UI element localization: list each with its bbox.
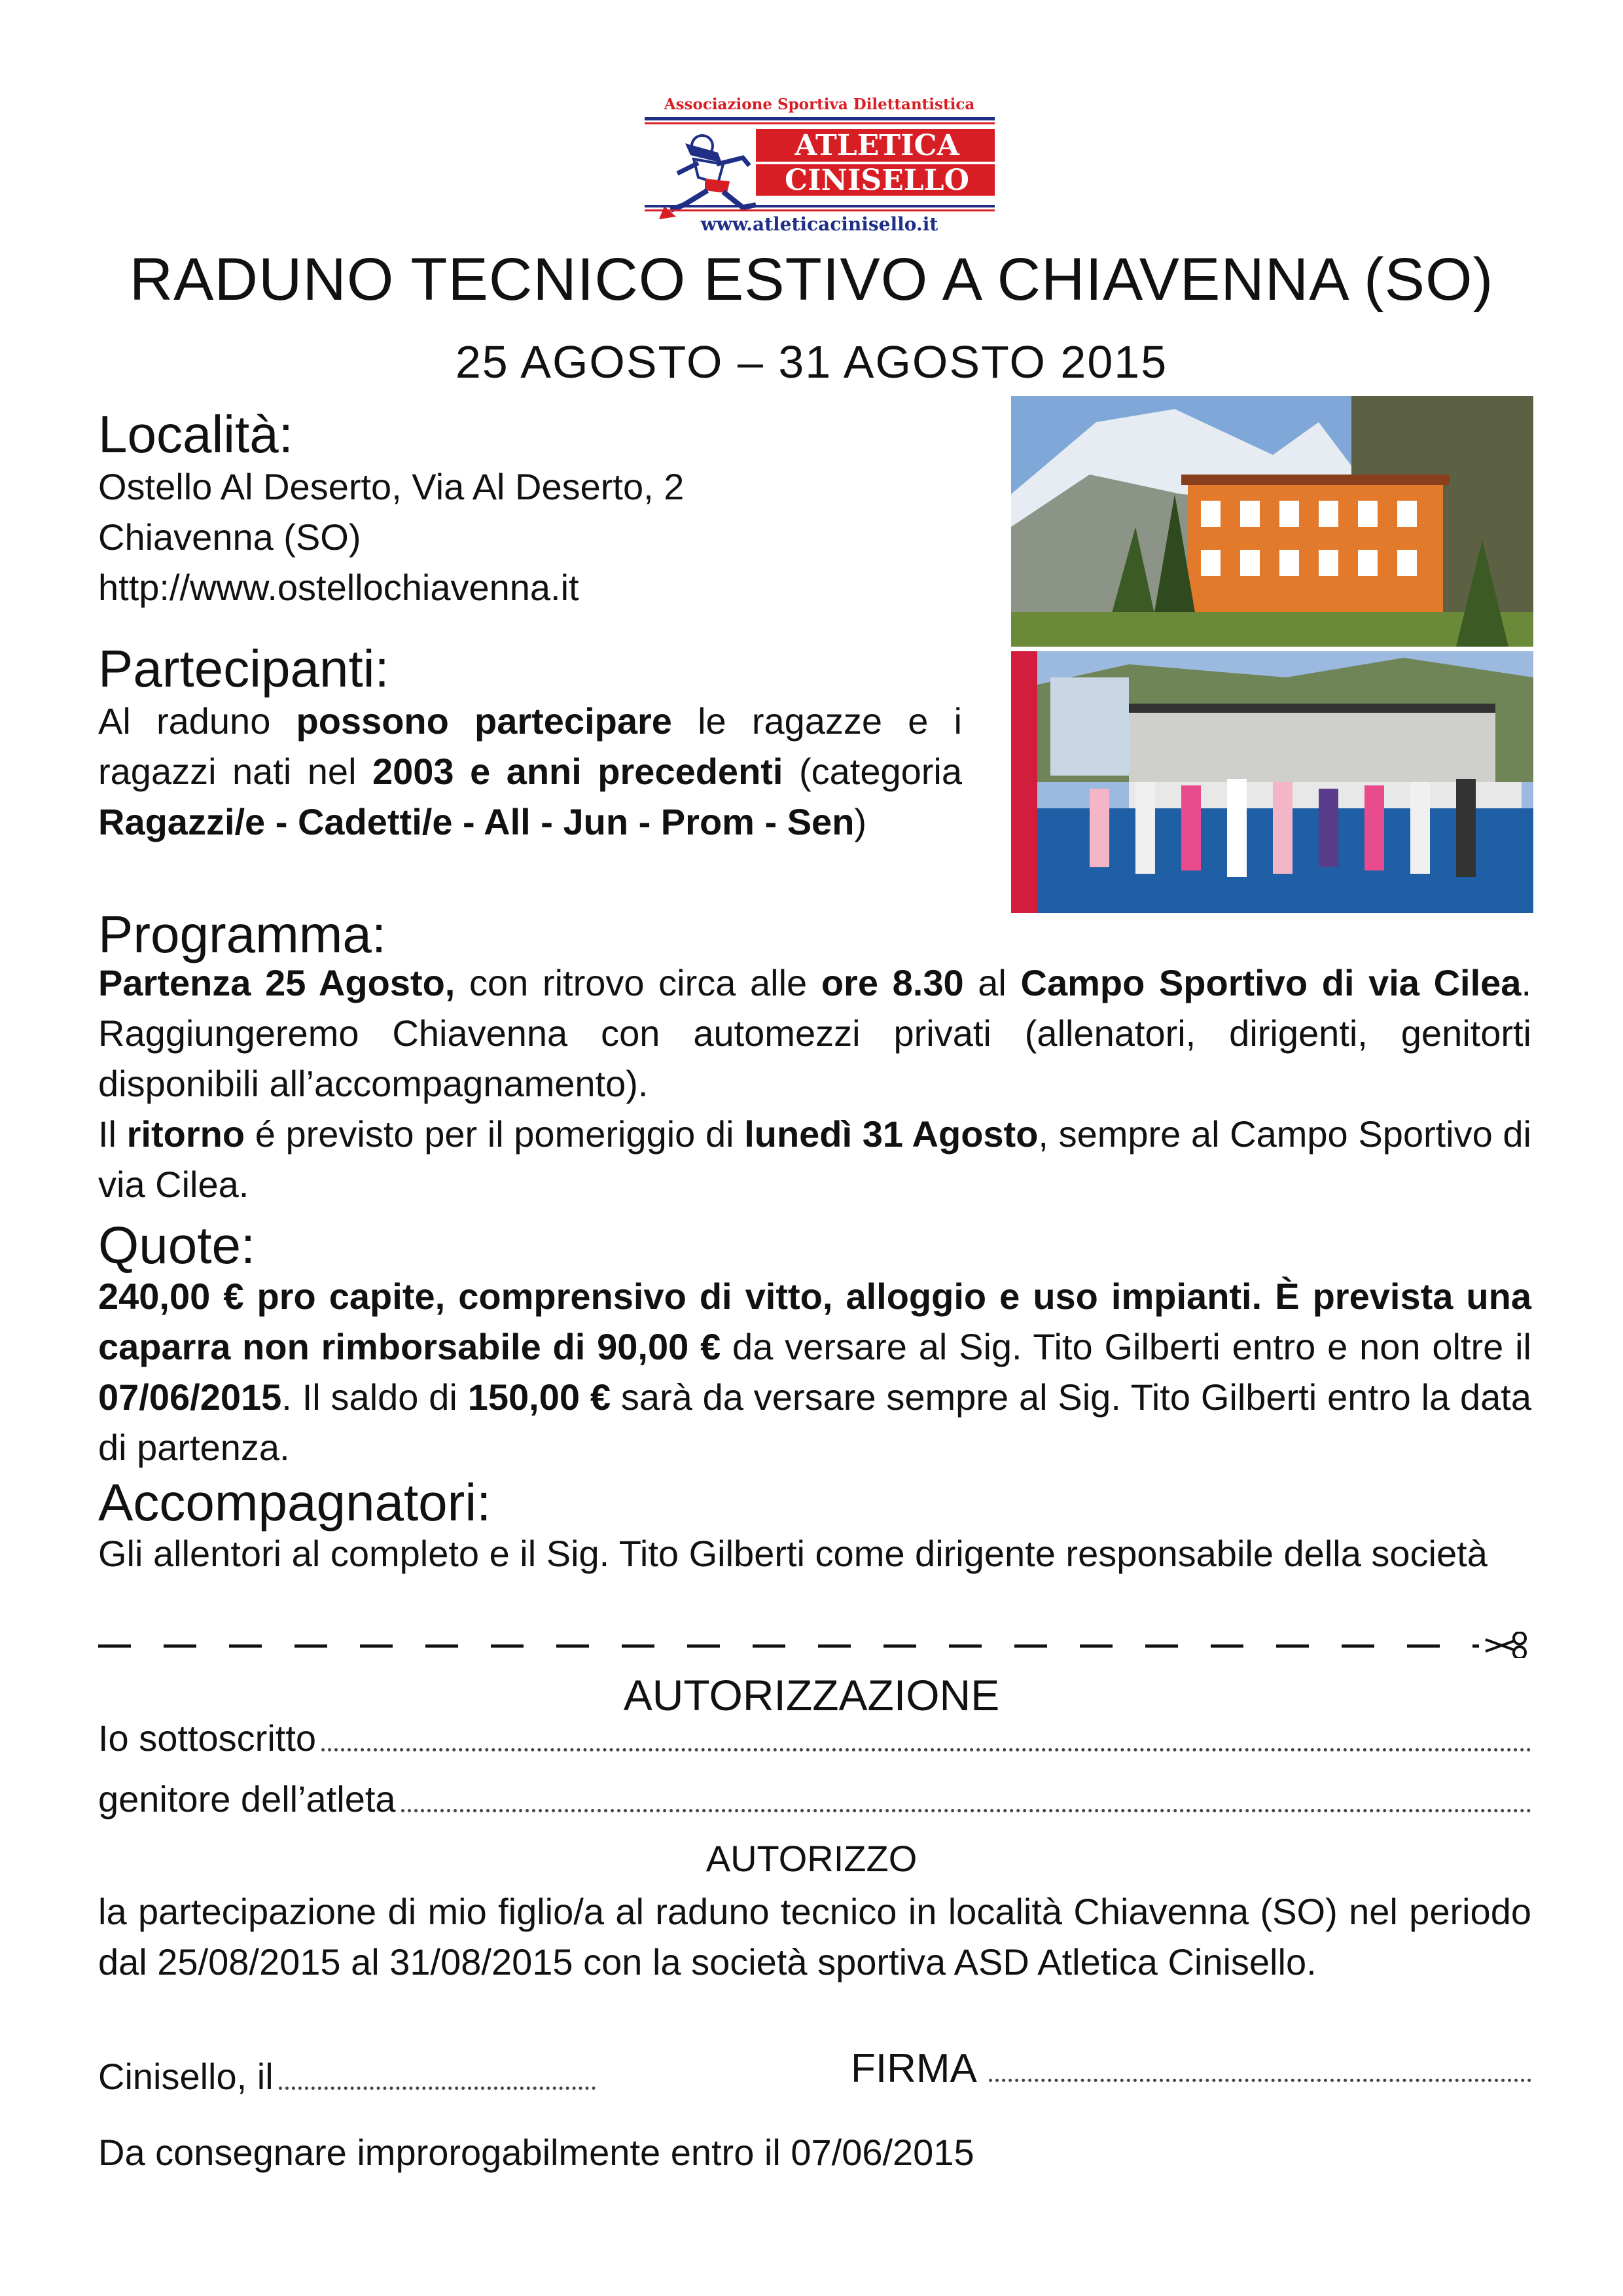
scissors-icon [1486, 1632, 1525, 1658]
accompagnatori-heading: Accompagnatori: [98, 1473, 491, 1532]
accompagnatori-text: Gli allentori al completo e il Sig. Tito Gilberti come dirigente responsabile della società [98, 1533, 1488, 1574]
logo-name-line1: ATLETICA [794, 129, 959, 162]
localita-website[interactable]: http://www.ostellochiavenna.it [98, 567, 579, 608]
localita-line1: Ostello Al Deserto, Via Al Deserto, 2 [98, 466, 685, 507]
bold-run: 150,00 € [467, 1376, 611, 1418]
localita-address [98, 461, 1531, 613]
text-run: . Raggiungeremo Chiavenna con automezzi privati (allenatori, dirigenti, genitorti disponibili all’accompagnamento). [98, 962, 1531, 1104]
partecipanti-text [98, 696, 962, 847]
firma-label: FIRMA [851, 2046, 977, 2091]
place-date-field[interactable] [98, 2053, 596, 2100]
place-label: Cinisello, il [98, 2056, 274, 2097]
bold-run: 07/06/2015 [98, 1376, 282, 1418]
text-run: (categoria [783, 751, 963, 792]
sottoscritto-field[interactable] [98, 1715, 1531, 1762]
logo-top-text: Associazione Sportiva Dilettantistica [664, 96, 975, 113]
text-run: . Il saldo di [281, 1376, 468, 1418]
logo-name-line2: CINISELLO [785, 164, 969, 197]
text-run: , sempre al Campo Sportivo di via Cilea. [98, 1113, 1531, 1205]
event-dates: 25 AGOSTO – 31 AGOSTO 2015 [455, 336, 1168, 387]
cut-line [98, 1632, 1531, 1658]
sottoscritto-line[interactable] [321, 1748, 1531, 1751]
bold-run: 2003 e anni precedenti [372, 751, 783, 792]
text-run: sarà da versare sempre al Sig. Tito Gilberti entro la data di partenza. [98, 1376, 1531, 1468]
sottoscritto-label: Io sottoscritto [98, 1717, 317, 1759]
bold-run: ore 8.30 [821, 962, 964, 1003]
quote-text [98, 1271, 1531, 1473]
bold-run: ritorno [126, 1113, 245, 1155]
autorizzo-heading: AUTORIZZO [705, 1838, 918, 1879]
date-line[interactable] [279, 2087, 596, 2090]
programma-text [98, 958, 1531, 1210]
text-run: Al raduno [98, 700, 296, 742]
bold-run: possono partecipare [296, 700, 672, 742]
genitore-field[interactable] [98, 1776, 1531, 1823]
bold-run: 240,00 € pro capite, comprensivo di vitto, alloggio e uso impianti. È prevista una caparra non rimborsabile di 90,00 € [98, 1276, 1531, 1367]
deadline-note: Da consegnare improrogabilmente entro il 07/06/2015 [98, 2132, 974, 2173]
text-run: da versare al Sig. Tito Gilberti entro e non oltre il [721, 1326, 1531, 1367]
autorizzo-text: la partecipazione di mio figlio/a al raduno tecnico in località Chiavenna (SO) nel periodo dal 25/08/2015 al 31/08/2015 con la società sportiva ASD Atletica Cinisello. [98, 1891, 1531, 1982]
text-run: Il [98, 1113, 127, 1155]
genitore-line[interactable] [401, 1809, 1531, 1812]
club-logo [645, 95, 995, 236]
bold-run: lunedì 31 Agosto [744, 1113, 1039, 1155]
page-title: RADUNO TECNICO ESTIVO A CHIAVENNA (SO) [129, 246, 1494, 313]
text-run: é previsto per il pomeriggio di [245, 1113, 745, 1155]
localita-line2: Chiavenna (SO) [98, 516, 361, 558]
bold-run: Campo Sportivo di via Cilea [1020, 962, 1522, 1003]
logo-url: www.atleticacinisello.it [700, 213, 938, 235]
text-run: ) [854, 801, 867, 842]
partecipanti-heading: Partecipanti: [98, 639, 389, 698]
bold-run: Ragazzi/e - Cadetti/e - All - Jun - Prom - Sen [98, 801, 855, 842]
firma-line[interactable] [989, 2079, 1531, 2082]
track-race-photo [1011, 651, 1533, 913]
localita-heading: Località: [98, 405, 293, 463]
quote-heading: Quote: [98, 1216, 256, 1274]
genitore-label: genitore dell’atleta [98, 1778, 396, 1820]
text-run: le ragazze e i ragazzi nati nel [98, 700, 962, 792]
programma-heading: Programma: [98, 905, 387, 963]
text-run: al [963, 962, 1021, 1003]
firma-field[interactable] [851, 2045, 1531, 2092]
bold-run: Partenza 25 Agosto, [98, 962, 455, 1003]
text-run: con ritrovo circa alle [455, 962, 821, 1003]
autorizzazione-heading: AUTORIZZAZIONE [623, 1671, 1000, 1719]
